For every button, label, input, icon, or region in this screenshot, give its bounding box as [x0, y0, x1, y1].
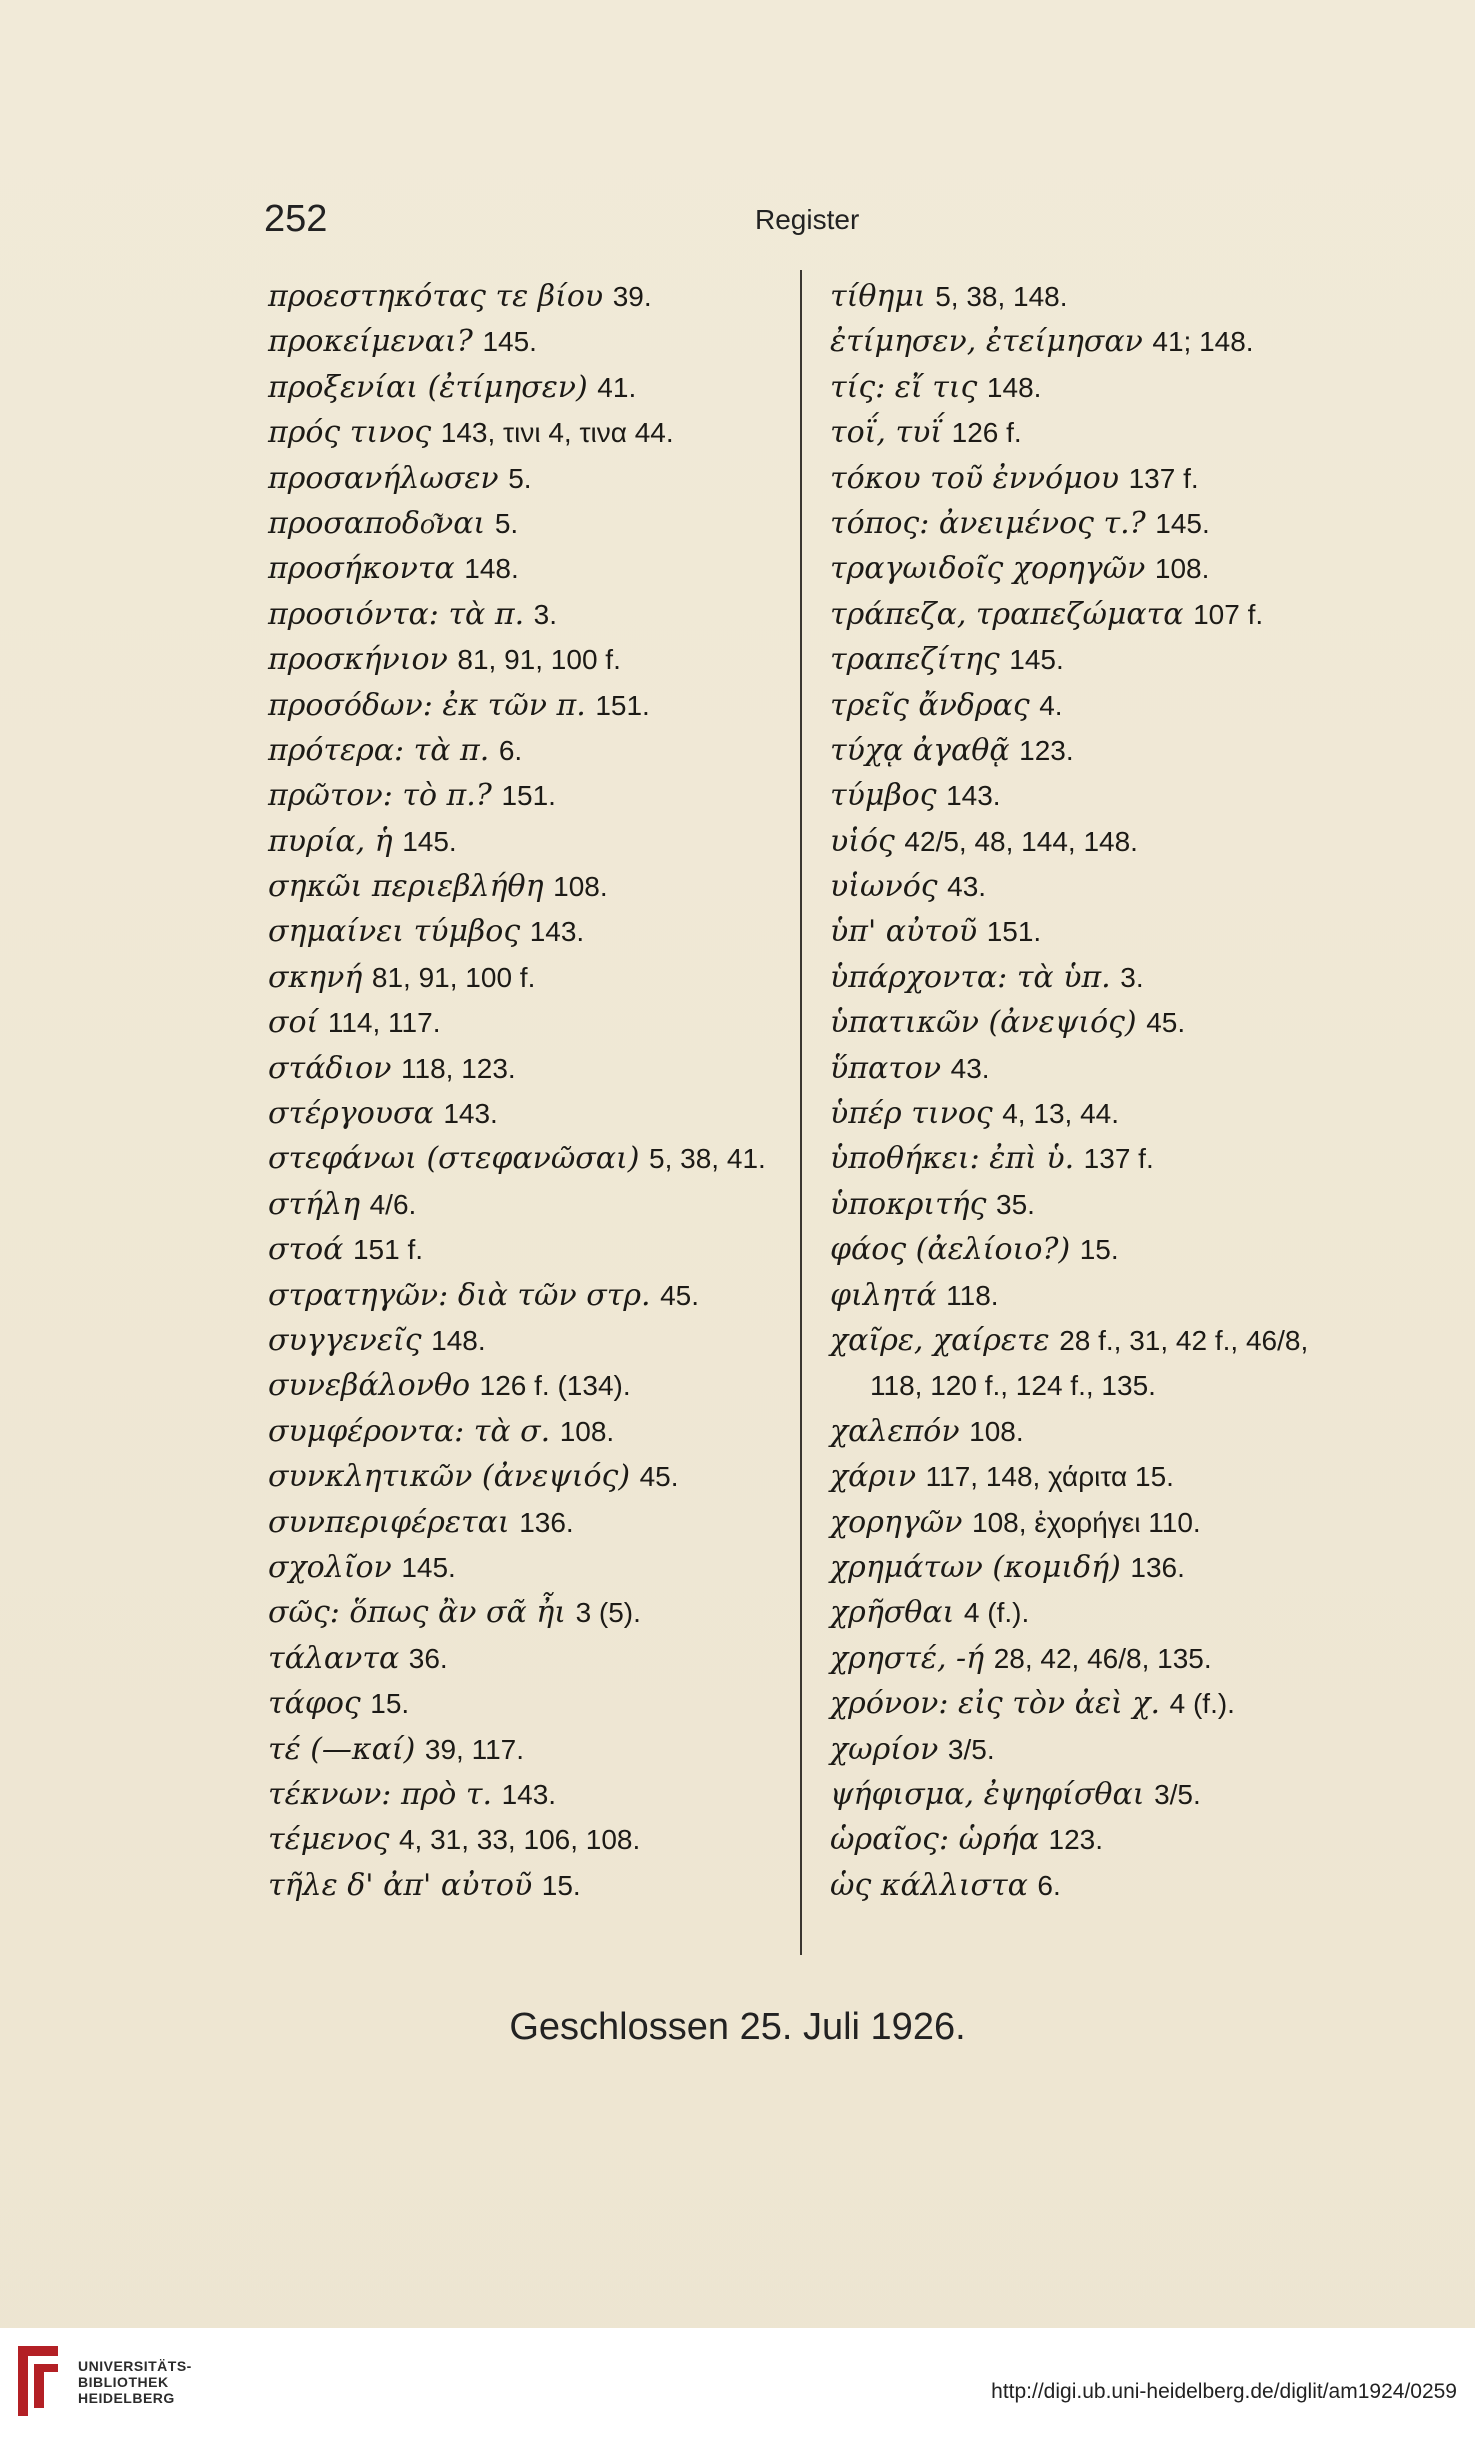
index-entry: [830, 456, 1370, 501]
index-references: 107 f.: [1193, 598, 1264, 630]
index-entry: [830, 1636, 1370, 1681]
index-entry: [830, 501, 1370, 546]
index-entry: [268, 365, 788, 410]
index-term: τύχᾳ ἀγαθᾷ: [830, 732, 1010, 768]
index-references: 45.: [1146, 1007, 1186, 1039]
index-term: πρῶτον: τὸ π.?: [268, 778, 492, 814]
index-term: τοΐ, τυΐ: [830, 415, 943, 451]
index-term: σοί: [268, 1005, 319, 1041]
index-entry: [268, 1681, 788, 1726]
index-references: 118, 123.: [401, 1052, 516, 1084]
index-term: τάλαντα: [268, 1640, 400, 1676]
index-term: συνκλητικῶν (ἀνεψιός): [268, 1459, 631, 1495]
index-references: 136.: [1130, 1551, 1185, 1583]
index-entry: [830, 365, 1370, 410]
index-term: τύμβος: [830, 778, 937, 814]
index-term: πρότερα: τὰ π.: [268, 732, 490, 768]
index-term: ὡς κάλλιστα: [830, 1867, 1028, 1903]
index-term: χρόνον: εἰς τὸν ἀεὶ χ.: [830, 1686, 1161, 1722]
index-references: 5, 38, 41.: [649, 1143, 766, 1175]
index-entry: [268, 1772, 788, 1817]
index-entry: [830, 1091, 1370, 1136]
index-entry: [268, 1590, 788, 1635]
index-references: 143.: [946, 780, 1001, 812]
library-name-line: UNIVERSITÄTS-: [78, 2358, 192, 2374]
index-references: 81, 91, 100 f.: [371, 961, 536, 993]
index-term: προκείμεναι?: [268, 324, 473, 360]
index-term: σχολῖον: [268, 1549, 392, 1585]
index-term: τάφος: [268, 1686, 361, 1722]
index-term: τέμενος: [268, 1822, 390, 1858]
index-references: 143.: [501, 1778, 557, 1810]
index-entry: [830, 1363, 1370, 1408]
index-references: 117, 148, χάριτα 15.: [925, 1461, 1174, 1493]
index-entry: [830, 1500, 1370, 1545]
index-references: 45.: [660, 1279, 699, 1311]
index-term: σηκῶι περιεβλήθη: [268, 869, 544, 905]
index-references: 151 f.: [352, 1234, 424, 1266]
index-entry: [268, 592, 788, 637]
index-term: τῆλε δ' ἀπ' αὐτοῦ: [268, 1867, 533, 1903]
index-references: 136.: [519, 1506, 574, 1538]
source-url-link[interactable]: http://digi.ub.uni-heidelberg.de/diglit/am1924/0259: [991, 2380, 1457, 2403]
index-references: 6.: [1037, 1869, 1061, 1901]
index-term: χωρίον: [830, 1731, 939, 1767]
index-term: τέ (—καί): [268, 1731, 416, 1767]
index-entry: [268, 1863, 788, 1908]
index-entry: [268, 1363, 788, 1408]
index-references: 3 (5).: [575, 1597, 641, 1629]
index-entry: [268, 864, 788, 909]
index-references: 151.: [501, 780, 556, 812]
index-term: φάος (ἀελίοιο?): [830, 1232, 1071, 1268]
index-entry: [830, 1318, 1370, 1363]
index-references: 4 (f.).: [963, 1597, 1030, 1629]
index-references: 143.: [529, 916, 585, 948]
index-entry: [830, 637, 1370, 682]
index-references: 41.: [597, 371, 637, 403]
index-references: 137 f.: [1083, 1143, 1154, 1175]
index-references: 4, 13, 44.: [1002, 1098, 1119, 1130]
index-entry: [830, 728, 1370, 773]
index-entry: [830, 1590, 1370, 1635]
index-entry: [830, 1182, 1370, 1227]
index-entry: [830, 546, 1370, 591]
index-references: 4, 31, 33, 106, 108.: [398, 1824, 641, 1856]
index-references: 123.: [1048, 1824, 1104, 1856]
index-entry: [830, 1409, 1370, 1454]
index-term: πυρία, ἡ: [268, 823, 393, 859]
index-entry: [830, 410, 1370, 455]
index-entry: [268, 456, 788, 501]
index-entry: [268, 1727, 788, 1772]
index-entry: [830, 683, 1370, 728]
index-entry: [268, 1318, 788, 1363]
index-entry: [830, 909, 1370, 954]
index-entry: [268, 1182, 788, 1227]
index-term: ὑπ' αὐτοῦ: [830, 914, 978, 950]
index-references: 118, 120 f., 124 f., 135.: [870, 1370, 1156, 1402]
index-references: 3.: [1120, 961, 1144, 993]
index-references: 108.: [553, 871, 608, 903]
index-entry: [268, 637, 788, 682]
index-references: 28 f., 31, 42 f., 46/8,: [1059, 1324, 1309, 1356]
index-entry: [830, 1046, 1370, 1091]
index-references: 148.: [431, 1324, 486, 1356]
index-references: 145.: [402, 825, 457, 857]
index-references: 108.: [1154, 553, 1210, 585]
index-entry: [268, 319, 788, 364]
index-entry: [268, 909, 788, 954]
index-term: τρεῖς ἄνδρας: [830, 687, 1030, 723]
index-term: τραγωιδοῖς χορηγῶν: [830, 551, 1146, 587]
index-term: τίθημι: [830, 279, 926, 314]
index-term: ὡραῖος: ὡρήα: [830, 1822, 1039, 1858]
index-references: 15.: [370, 1688, 410, 1720]
index-references: 3/5.: [1154, 1778, 1201, 1810]
index-term: υἱωνός: [830, 869, 938, 905]
index-references: 5, 38, 148.: [935, 281, 1068, 312]
index-references: 145.: [482, 326, 537, 358]
index-entry: [268, 1000, 788, 1045]
index-references: 108.: [559, 1415, 615, 1447]
index-references: 39.: [612, 281, 652, 312]
index-references: 145.: [1155, 507, 1210, 539]
index-term: ὑποκριτής: [830, 1186, 987, 1222]
index-references: 45.: [639, 1461, 679, 1493]
index-entry: [830, 319, 1370, 364]
index-references: 151.: [986, 916, 1042, 948]
index-entry: [830, 1454, 1370, 1499]
index-references: 5.: [494, 507, 519, 539]
index-term: ἐτίμησεν, ἐτείμησαν: [830, 324, 1143, 360]
index-term: χαλεπόν: [830, 1413, 960, 1449]
index-entry: [268, 1817, 788, 1862]
library-logo-icon: [14, 2340, 64, 2422]
index-references: 114, 117.: [327, 1007, 441, 1039]
index-references: 15.: [1079, 1234, 1119, 1266]
index-term: συμφέροντα: τὰ σ.: [268, 1413, 551, 1449]
index-term: σῶς: ὅπως ἂν σᾶ ἦι: [268, 1595, 567, 1631]
index-term: στάδιον: [268, 1050, 392, 1086]
index-entry: [268, 773, 788, 818]
index-references: 143.: [443, 1098, 498, 1130]
index-entry: [830, 1817, 1370, 1862]
page-number: 252: [264, 198, 328, 240]
index-entry: [268, 955, 788, 1000]
index-term: χρηστέ, -ή: [830, 1640, 985, 1676]
index-references: 148.: [986, 371, 1042, 403]
index-term: προεστηκότας τε βίου: [268, 279, 604, 314]
index-references: 43.: [950, 1052, 990, 1084]
index-references: 6.: [498, 734, 523, 766]
index-term: ψήφισμα, ἐψηφίσθαι: [830, 1776, 1145, 1812]
index-term: ὑπέρ τινος: [830, 1096, 993, 1132]
index-entry: [268, 1545, 788, 1590]
index-entry: [268, 1046, 788, 1091]
index-entry: [830, 274, 1370, 319]
index-references: 42/5, 48, 144, 148.: [904, 825, 1138, 857]
index-term: συγγενεῖς: [268, 1322, 422, 1358]
index-entry: [268, 1227, 788, 1272]
index-references: 126 f.: [951, 417, 1022, 449]
index-references: 123.: [1019, 734, 1074, 766]
index-column-right: [830, 274, 1370, 1908]
index-entry: [268, 1273, 788, 1318]
index-references: 41; 148.: [1152, 326, 1254, 358]
column-divider: [800, 270, 802, 1955]
index-term: τραπεζίτης: [830, 642, 1000, 678]
index-references: 3.: [533, 598, 558, 630]
index-term: σημαίνει τύμβος: [268, 914, 521, 950]
index-term: στοά: [268, 1232, 344, 1268]
index-term: στρατηγῶν: διὰ τῶν στρ.: [268, 1277, 651, 1313]
index-references: 35.: [996, 1188, 1035, 1220]
index-term: συνπεριφέρεται: [268, 1504, 510, 1540]
index-entry: [268, 728, 788, 773]
closing-date: Geschlossen 25. Juli 1926.: [509, 2006, 966, 2048]
index-entry: [830, 1863, 1370, 1908]
index-term: χάριν: [830, 1459, 917, 1495]
index-term: στήλη: [268, 1186, 361, 1222]
index-references: 3/5.: [947, 1733, 995, 1765]
index-term: χρῆσθαι: [830, 1595, 955, 1631]
index-entry: [830, 1227, 1370, 1272]
index-entry: [268, 1409, 788, 1454]
index-term: τόπος: ἀνειμένος τ.?: [830, 505, 1146, 541]
index-entry: [268, 410, 788, 455]
index-term: πρός τινος: [268, 415, 432, 451]
index-references: 118.: [946, 1279, 999, 1311]
index-references: 108.: [969, 1415, 1024, 1447]
index-references: 145.: [1009, 644, 1064, 676]
index-entry: [268, 1091, 788, 1136]
index-references: 151.: [595, 689, 650, 721]
index-entry: [830, 819, 1370, 864]
index-references: 36.: [408, 1642, 448, 1674]
index-entry: [268, 274, 788, 319]
index-term: τράπεζα, τραπεζώματα: [830, 596, 1184, 632]
index-entry: [830, 592, 1370, 637]
index-term: προσαποδο͂ναι: [268, 505, 486, 541]
running-header: Register: [755, 204, 860, 235]
index-term: υἱός: [830, 823, 895, 859]
index-term: ὑπάρχοντα: τὰ ὑπ.: [830, 959, 1111, 995]
index-references: 4.: [1039, 689, 1063, 721]
index-term: τόκου τοῦ ἐννόμου: [830, 460, 1120, 496]
index-references: 143, τινι 4, τινα 44.: [440, 417, 674, 449]
index-entry: [830, 1136, 1370, 1181]
index-term: στεφάνωι (στεφανῶσαι): [268, 1141, 640, 1177]
index-term: προξενίαι (ἐτίμησεν): [268, 369, 588, 405]
index-term: ὑπατικῶν (ἀνεψιός): [830, 1005, 1137, 1041]
index-references: 137 f.: [1128, 462, 1199, 494]
index-column-left: [268, 274, 788, 1908]
index-references: 39, 117.: [424, 1733, 525, 1765]
index-references: 28, 42, 46/8, 135.: [993, 1642, 1212, 1674]
index-references: 81, 91, 100 f.: [457, 644, 621, 676]
index-entry: [268, 819, 788, 864]
index-entry: [830, 1681, 1370, 1726]
index-term: ὕπατον: [830, 1050, 942, 1086]
index-term: προσήκοντα: [268, 551, 455, 587]
library-name: [78, 2358, 192, 2406]
index-term: χαῖρε, χαίρετε: [830, 1322, 1050, 1358]
index-entry: [830, 1727, 1370, 1772]
library-name-line: HEIDELBERG: [78, 2390, 175, 2406]
index-term: χορηγῶν: [830, 1504, 963, 1540]
index-entry: [268, 683, 788, 728]
index-references: 15.: [541, 1869, 581, 1901]
index-term: φιλητά: [830, 1277, 937, 1313]
index-entry: [830, 773, 1370, 818]
index-references: 43.: [947, 871, 987, 903]
index-term: προσόδων: ἐκ τῶν π.: [268, 687, 586, 723]
index-term: συνεβάλονθο: [268, 1368, 471, 1404]
index-references: 4 (f.).: [1169, 1688, 1235, 1720]
index-entry: [830, 1273, 1370, 1318]
library-footer-bar: [0, 2328, 1475, 2439]
index-entry: [830, 955, 1370, 1000]
index-entry: [268, 1136, 788, 1181]
index-term: ὑποθήκει: ἐπὶ ὑ.: [830, 1141, 1075, 1177]
index-term: προσιόντα: τὰ π.: [268, 596, 525, 632]
index-entry: [268, 546, 788, 591]
index-references: 126 f. (134).: [479, 1370, 631, 1402]
index-term: στέργουσα: [268, 1096, 434, 1132]
index-entry: [830, 1000, 1370, 1045]
index-term: τέκνων: πρὸ τ.: [268, 1776, 493, 1812]
index-entry: [268, 1500, 788, 1545]
index-references: 5.: [508, 462, 532, 494]
index-entry: [830, 864, 1370, 909]
index-term: χρημάτων (κομιδή): [830, 1549, 1121, 1585]
index-references: 4/6.: [369, 1188, 417, 1220]
index-references: 148.: [464, 553, 519, 585]
index-term: προσκήνιον: [268, 642, 448, 678]
index-references: 108, ἐχορήγει 110.: [972, 1506, 1201, 1538]
index-entry: [830, 1772, 1370, 1817]
index-term: σκηνή: [268, 959, 363, 995]
index-references: 145.: [401, 1551, 456, 1583]
library-name-line: BIBLIOTHEK: [78, 2374, 169, 2390]
index-entry: [268, 1454, 788, 1499]
index-entry: [830, 1545, 1370, 1590]
index-term: τίς: εἴ τις: [830, 369, 978, 405]
index-entry: [268, 501, 788, 546]
index-term: προσανήλωσεν: [268, 460, 499, 496]
index-entry: [268, 1636, 788, 1681]
